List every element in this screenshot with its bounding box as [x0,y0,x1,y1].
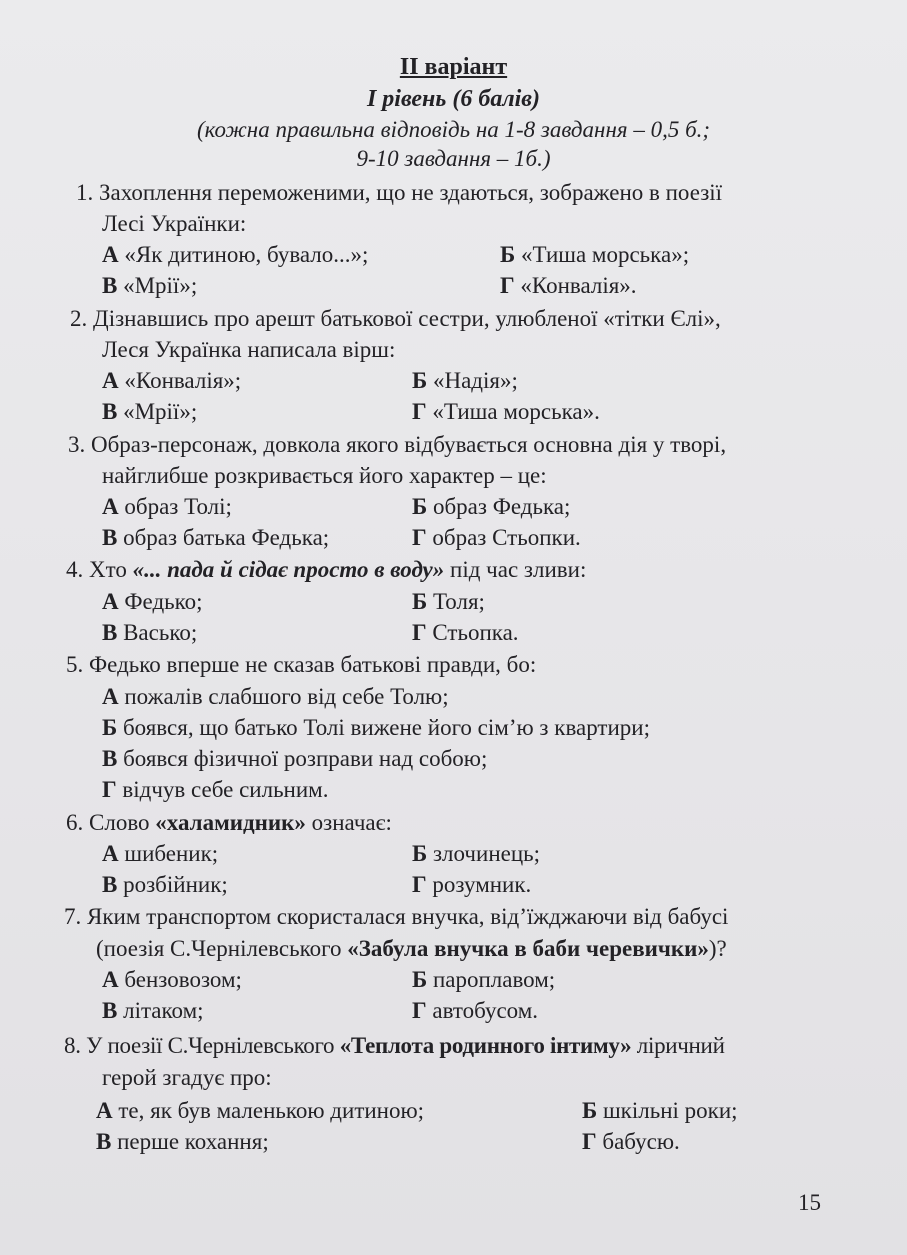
question-3: 3. Образ-персонаж, довкола якого відбувається основна дія у творі, [68,432,727,457]
q8-option-b: Б шкільні роки; [582,1098,738,1123]
q7-option-a: А бензовозом; [102,967,242,992]
question-7: 7. Яким транспортом скористалася внучка, від’їжджаючи від бабусі [64,904,729,929]
q2-option-g: Г «Тиша морська». [412,399,600,424]
question-2-line2: Леся Українка написала вірш: [102,337,396,362]
question-2: 2. Дізнавшись про арешт батькової сестри, улюбленої «тітки Єлі», [70,306,721,331]
q6-option-g: Г розумник. [412,872,532,897]
level-heading: І рівень (6 балів) [366,86,541,112]
q1-option-g: Г «Конвалія». [500,273,637,298]
q2-option-a: А «Конвалія»; [102,368,242,393]
q4-option-a: А Федько; [102,589,203,614]
q6-option-v: В розбійник; [102,872,228,897]
q3-option-b: Б образ Федька; [412,494,571,519]
q2-option-v: В «Мрії»; [102,399,198,424]
variant-title: II варіант [399,54,508,80]
q7-option-v: В літаком; [102,998,204,1023]
q3-option-g: Г образ Стьопки. [412,525,581,550]
q5-option-b: Б боявся, що батько Толі вижене його сім’ю з квартири; [102,715,650,740]
poem-title-emphasis: «Теплота родинного інтиму» [339,1033,632,1058]
q1-option-a: А «Як дитиною, бувало...»; [102,242,369,267]
q5-option-g: Г відчув себе сильним. [102,777,329,802]
q1-option-v: В «Мрії»; [102,273,198,298]
q5-option-v: В боявся фізичної розправи над собою; [102,746,488,771]
page-number: 15 [798,1190,821,1215]
q6-option-a: А шибеник; [102,841,219,866]
question-4: 4. Хто «... пада й сідає просто в воду» під час зливи: [66,557,587,582]
q4-option-b: Б Толя; [412,589,485,614]
q5-option-a: А пожалів слабшого від себе Толю; [102,684,449,709]
quote-emphasis: «... пада й сідає просто в воду» [132,557,445,582]
q8-option-a: А те, як був маленькою дитиною; [96,1098,425,1123]
q7-option-g: Г автобусом. [412,998,539,1023]
question-1-line2: Лесі Українки: [102,211,247,236]
question-8: 8. У поезії С.Чернілевського «Теплота родинного інтиму» ліричний [64,1033,725,1058]
q8-option-v: В перше кохання; [96,1129,269,1154]
scoring-note-line2: 9-10 завдання – 1б.) [356,146,551,171]
q1-option-b: Б «Тиша морська»; [500,242,690,267]
question-6: 6. Слово «халамидник» означає: [66,810,392,835]
question-5: 5. Федько вперше не сказав батькові правди, бо: [66,652,537,677]
q8-option-g: Г бабусю. [582,1129,680,1154]
scoring-note-line1: (кожна правильна відповідь на 1-8 завдання – 0,5 б.; [196,117,711,142]
question-1: 1. Захоплення переможеними, що не здаються, зображено в поезії [76,180,723,205]
question-7-line2: (поезія С.Чернілевського «Забула внучка в баби черевички»)? [96,936,727,961]
q4-option-v: В Васько; [102,620,198,645]
question-3-line2: найглибше розкривається його характер – це: [102,463,547,488]
q3-option-v: В образ батька Федька; [102,525,330,550]
poem-title-emphasis: «Забула внучка в баби черевички» [347,936,709,961]
q6-option-b: Б злочинець; [412,841,541,866]
q4-option-g: Г Стьопка. [412,620,519,645]
term-emphasis: «халамидник» [155,810,306,835]
question-8-line2: герой згадує про: [102,1065,272,1090]
q2-option-b: Б «Надія»; [412,368,518,393]
q3-option-a: А образ Толі; [102,494,232,519]
q7-option-b: Б пароплавом; [412,967,556,992]
